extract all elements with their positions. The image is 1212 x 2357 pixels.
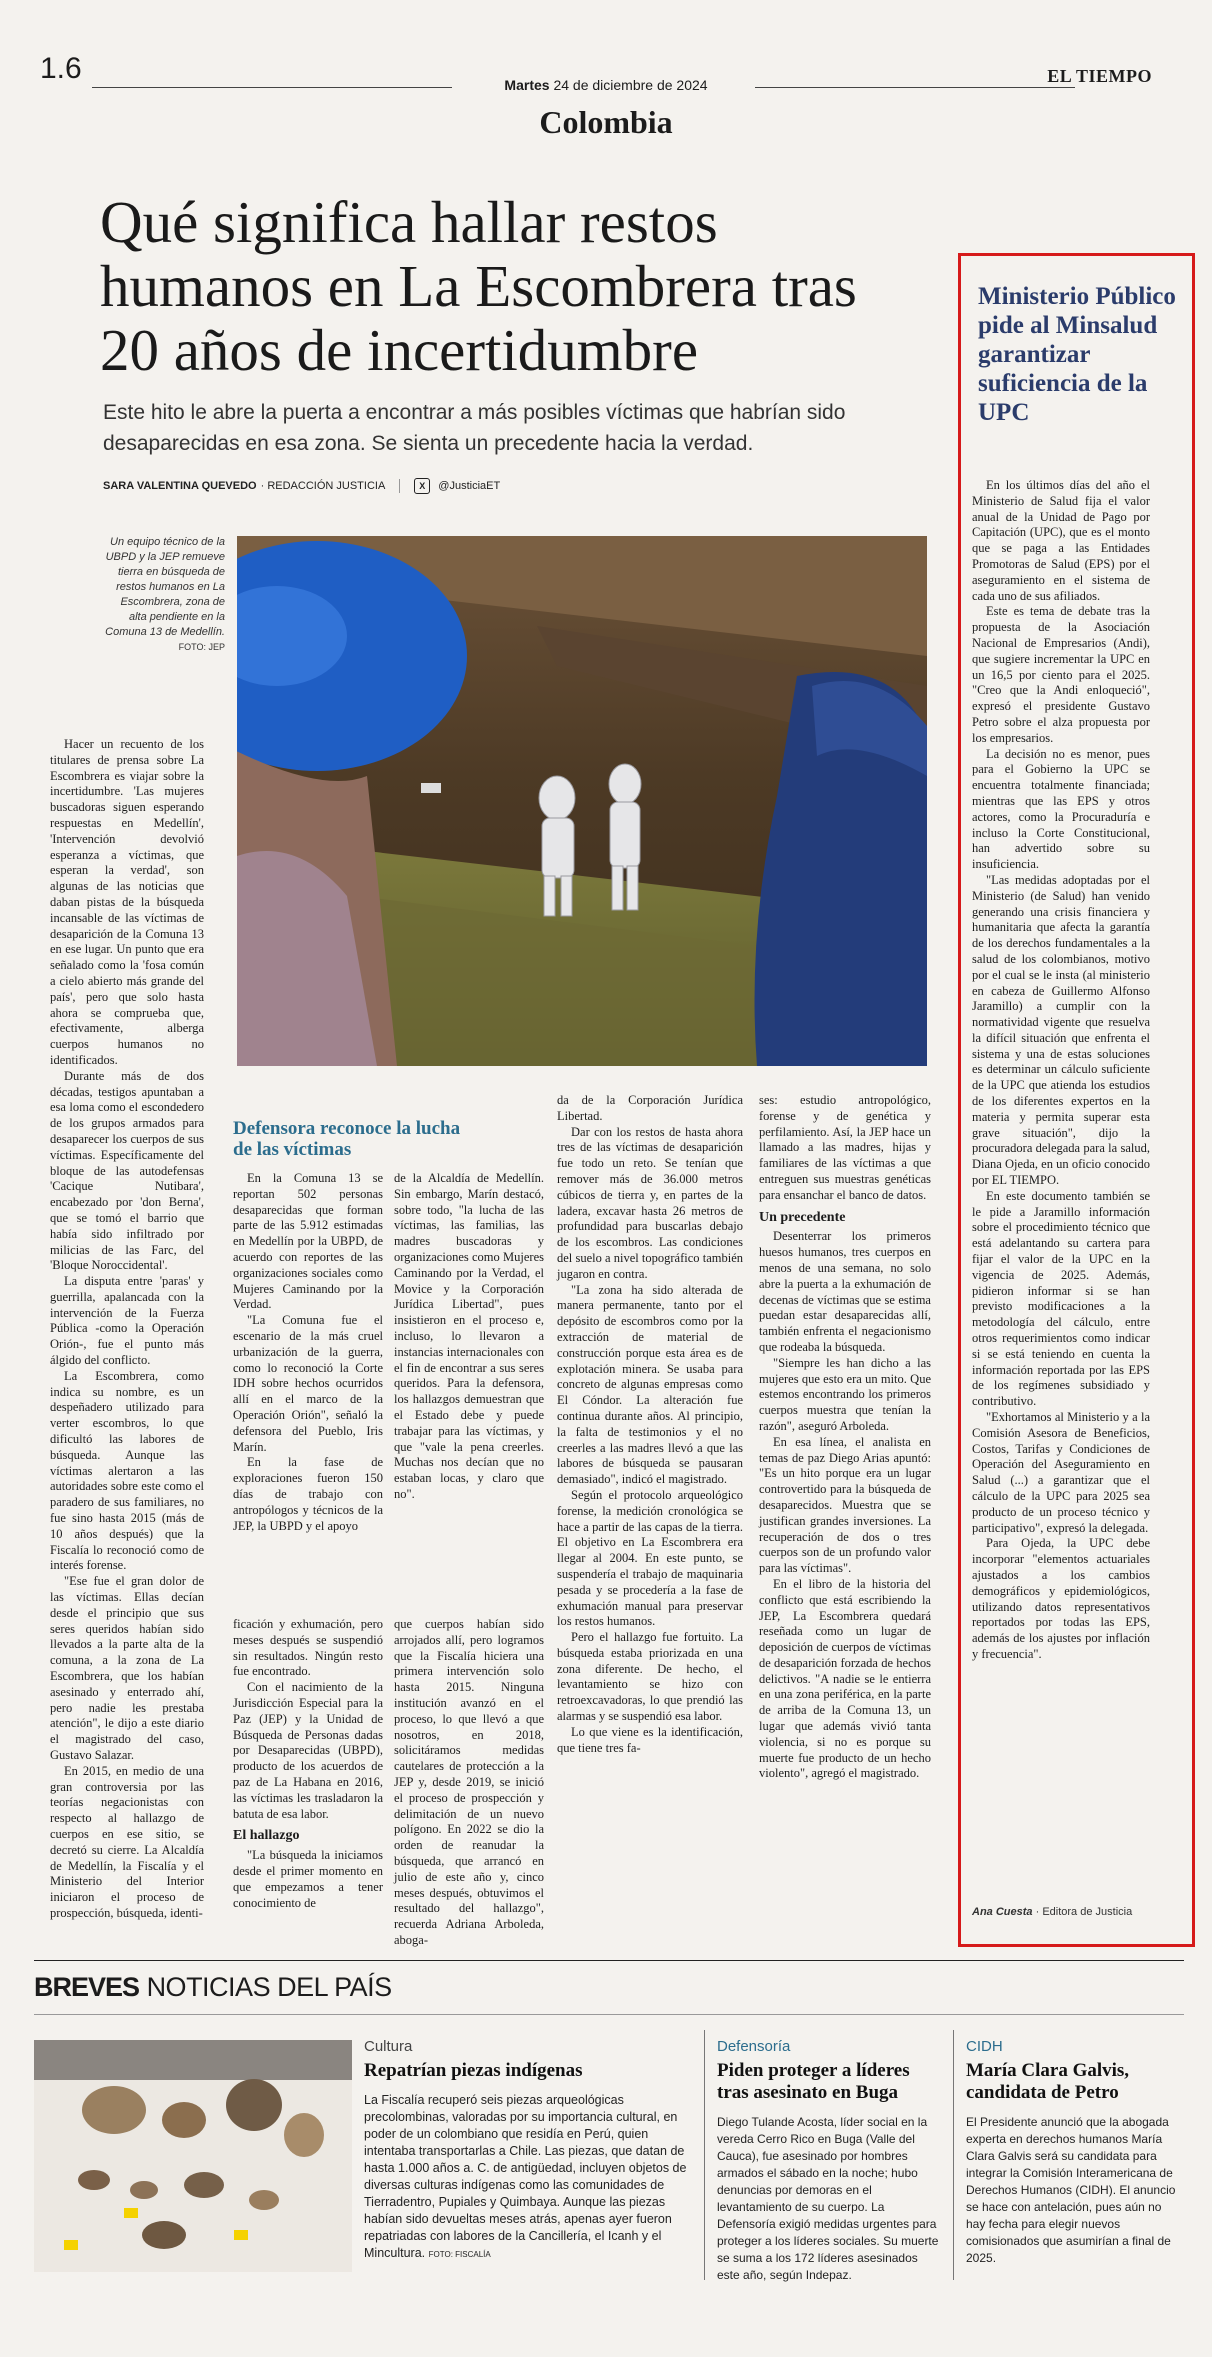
breves-top-rule bbox=[34, 1960, 1184, 1961]
breves-header bbox=[34, 1972, 392, 2003]
paragraph: Desenterrar los primeros huesos humanos, tres cuerpos en menos de una semana, no solo abre la puerta a la exhumación de decenas de víctimas que se estima puedan estar desaparecidas allí, también enfrenta el negacionismo que rodeaba la búsqueda. bbox=[759, 1229, 931, 1354]
photo-caption bbox=[100, 535, 225, 655]
paragraph: La Escombrera, como indica su nombre, es un despeñadero utilizado para verter escombros, lo que dificultó las labores de búsqueda. Aunque las víctimas alertaron a las autoridades sobre este como el paradero de sus familiares, no fue sino hasta 2015 (más de 10 años después) que la Fiscalía lo reconoció como de interés forense. bbox=[50, 1368, 204, 1573]
caption-credit: FOTO: JEP bbox=[178, 642, 225, 652]
breve-label-defensoria: Defensoría bbox=[717, 2038, 791, 2055]
breve-credit: FOTO: FISCALÍA bbox=[428, 2250, 491, 2259]
pottery-photo bbox=[34, 2040, 352, 2272]
breve-body-cidh: El Presidente anunció que la abogada experta en derechos humanos María Clara Galvis será su candidata para integrar la Comisión Interamericana de Derechos Humanos (CIDH). El anuncio se hace con antelación, pues aún no hay fecha para elegir nuevos comisionados que asumirían a final de 2025. bbox=[966, 2115, 1176, 2265]
breve-title-cidh: María Clara Galvis, candidata de Petro bbox=[966, 2060, 1130, 2103]
date-text: 24 de diciembre de 2024 bbox=[553, 77, 708, 93]
dek: Este hito le abre la puerta a encontrar a más posibles víctimas que habrían sido desaparecidas en esa zona. Se sienta un precedente hacia la verdad. bbox=[103, 401, 846, 455]
x-logo-icon: X bbox=[414, 478, 430, 494]
paragraph: Hacer un recuento de los titulares de prensa sobre La Escombrera es viajar sobre la incertidumbre. 'Las mujeres buscadoras siguen esperando respuestas en Medellín', 'Intervención devolvió esperanza a víctimas, que esperan la verdad', son algunas de las noticias que daban pistas de la búsqueda incansable de las víctimas de desaparición de la Comuna 13 en ese lugar. Un punto que era señalado como la 'fosa común a cielo abierto más grande del país', pero que solo hasta ahora se comprueba que, efectivamente, alberga cuerpos humanos no identificados. bbox=[50, 737, 204, 1067]
paragraph: En este documento también se le pide a Jaramillo información sobre el procedimiento técnico que está adelantando su cartera para fijar el valor de la UPC en la vigencia de 2025. Además, pidieron informar si se han previsto modificaciones a la metodología del cálculo, entre otros requerimientos como indicar si se está teniendo en cuenta la información reportada por las EPS de los regímenes subsidiado y contributivo. bbox=[972, 1188, 1150, 1409]
header-rule-left bbox=[92, 87, 452, 88]
paragraph: "Las medidas adoptadas por el Ministerio (de Salud) han venido generando una crisis financiera y humanitaria que afecta la garantía de los derechos fundamentales a la salud de los colombianos, motivo por el cual se le insta (al ministerio en cabeza de Guillermo Alfonso Jaramillo) a cumplir con la normatividad vigente que resuelva la difícil situación que enfrenta el sistema y una de estas soluciones es determinar un cálculo suficiente de la UPC que atienda los estudios de los diferentes expertos en la materia y permita superar esta grave situación", dijo la procuradora delegada para la salud, Diana Ojeda, en un oficio conocido por EL TIEMPO. bbox=[972, 872, 1150, 1188]
paragraph: Para Ojeda, la UPC debe incorporar "elementos actuariales ajustados a los cambios demográficos y epidemiológicos, utilizando datos representativos reportados por todas las EPS, además de los ajustes por inflación y frecuencia". bbox=[972, 1536, 1150, 1661]
paragraph: "La búsqueda la iniciamos desde el primer momento en que empezamos a tener conocimiento de bbox=[233, 1848, 383, 1910]
breve-body-defensoria: Diego Tulande Acosta, líder social en la vereda Cerro Rico en Buga (Valle del Cauca), fue asesinado por hombres armados el sábado en la noche; hubo denuncias por demoras en el levantamiento de su cuerpo. La Defensoría exigió medidas urgentes para proteger a los líderes sociales. Su muerte se suma a los 172 líderes asesinados este año, según Indepaz. bbox=[717, 2115, 939, 2282]
article-column-1 bbox=[50, 737, 204, 1922]
main-photo bbox=[237, 536, 927, 1066]
paragraph: "La Comuna fue el escenario de la más cruel urbanización de la guerra, como lo reconoció la Corte IDH sobre hechos ocurridos allí en el marco de la Operación Orión", señaló la defensora del Pueblo, Iris Marín. bbox=[233, 1313, 383, 1454]
breve-text: La Fiscalía recuperó seis piezas arqueológicas precolombinas, valoradas por su importancia cultural, en poder de un colombiano que residía en Perú, quien intentaba transportarlas a Chile. Las piezas, que datan de hasta 1.000 años a. C. de antigüedad, incluyen objetos de diversas culturas indígenas como las comunidades de Tierradentro, Pupiales y Quimbaya. Aunque las piezas habían sido devueltas meses atrás, apenas ayer fueron repatriadas con labores de la Cancillería, el Icanh y el Mincultura. bbox=[364, 2093, 687, 2260]
paragraph: "Exhortamos al Ministerio y a la Comisión Asesora de Beneficios, Costos, Tarifas y Condiciones de Operación del Aseguramiento en Salud (...) a garantizar que el cálculo de la UPC para 2025 sea producto de un proceso técnico y participativo", expresó la delegada. bbox=[972, 1410, 1150, 1535]
caption-text: Un equipo técnico de la UBPD y la JEP remueve tierra en búsqueda de restos humanos en La Escombrera, zona de alta pendiente en la Comuna 13 de Medellín. bbox=[105, 536, 225, 638]
author-handle: @JusticiaET bbox=[438, 480, 501, 492]
paragraph: En 2015, en medio de una gran controversia por las teorías negacionistas con respecto al hallazgo de cuerpos en ese sitio, se decretó su cierre. La Alcaldía de Medellín, la Fiscalía y el Ministerio del Interior iniciaron el proceso de prospección, búsqueda, identi- bbox=[50, 1763, 204, 1920]
paragraph: Con el nacimiento de la Jurisdicción Especial para la Paz (JEP) y la Unidad de Búsqueda de Personas dadas por Desaparecidas (UBPD), producto de los acuerdos de paz de La Habana en 2016, las víctimas les trasladaron la batuta de esa labor. bbox=[233, 1680, 383, 1821]
paragraph: Lo que viene es la identificación, que tiene tres fa- bbox=[557, 1724, 743, 1755]
sidebar-title: Ministerio Público pide al Minsalud garantizar suficiencia de la UPC bbox=[978, 283, 1176, 426]
byline-divider bbox=[399, 479, 400, 493]
paragraph: de la Alcaldía de Medellín. Sin embargo, Marín destacó, sobre todo, "la lucha de las víctimas, las familias, las madres buscadoras y organizaciones como Mujeres Caminando por la Verdad, el Movice y la Corporación Jurídica Libertad", pues insistieron en el proceso e, incluso, lo llevaron a instancias internacionales con el fin de encontrar a sus seres queridos. Para la defensora, los hallazgos demuestran que el Estado debe y puede trabajar para las víctimas, y que "vale la pena creerles. Muchas nos decían que no estaban locas, y claro que no". bbox=[394, 1171, 544, 1501]
author-name: SARA VALENTINA QUEVEDO bbox=[103, 480, 257, 492]
breves-label: BREVES bbox=[34, 1972, 140, 2002]
paragraph: En la fase de exploraciones fueron 150 días de trabajo con antropólogos y técnicos de la JEP, la UBPD y el apoyo bbox=[233, 1455, 383, 1533]
breves-sublabel: NOTICIAS DEL PAÍS bbox=[146, 1972, 392, 2002]
paragraph: En el libro de la historia del conflicto que está escribiendo la JEP, La Escombrera quedará reseñada como un lugar de deposición de cuerpos de víctimas de desaparición forzada de hechos delictivos. "A nadie se le entierra en una zona periférica, en la parte de arriba de la Comuna 13, un lugar que además vivió tanta violencia, si no es porque su muerte fue producto de un hecho violento", agregó el magistrado. bbox=[759, 1576, 931, 1781]
paragraph: que cuerpos habían sido arrojados allí, pero logramos que la Fiscalía hiciera una primera intervención solo hasta 2015. Ninguna institución avanzó en el proceso, lo que llevó a que nosotros, en 2018, solicitáramos medidas cautelares de protección a la JEP y, desde 2019, se inició el proceso de prospección y delimitación de un nuevo polígono. En 2022 se dio la orden de reanudar la búsqueda, que arrancó en julio de este año y, cinco meses después, obtuvimos el resultado del hallazgo", recuerda Adriana Arboleda, aboga- bbox=[394, 1617, 544, 1947]
breves-divider bbox=[953, 2030, 954, 2280]
paragraph: da de la Corporación Jurídica Libertad. bbox=[557, 1093, 743, 1123]
sidebar-signature bbox=[972, 1906, 1132, 1918]
paragraph: Pero el hallazgo fue fortuito. La búsqueda estaba priorizada en una zona diferente. De hecho, el levantamiento se hizo con retroexcavadoras, lo que prendió las alarmas y se suspendió esa labor. bbox=[557, 1630, 743, 1724]
breves-divider bbox=[704, 2030, 705, 2280]
headline: Qué significa hallar restos humanos en La Escombrera tras 20 años de incertidumbre bbox=[100, 189, 857, 383]
paragraph: Dar con los restos de hasta ahora tres de las víctimas de desaparición fue todo un reto. Se tenían que remover más de 36.000 metros cúbicos de tierra y, en partes de la ladera, excavar hasta 26 metros de profundidad para buscarlas debajo de los escombros. Las condiciones del suelo a nivel topográfico también jugaron en contra. bbox=[557, 1124, 743, 1281]
excavation-photo bbox=[237, 536, 927, 1066]
paragraph: Este es tema de debate tras la propuesta de la Asociación Nacional de Empresarios (Andi), que sugiere incrementar la UPC en un 16,5 por ciento para el 2025. "Creo que la Andi enloqueció", expresó el presidente Gustavo Petro sobre el alza propuesta por los empresarios. bbox=[972, 604, 1150, 745]
paragraph: "La zona ha sido alterada de manera permanente, tanto por el depósito de escombros como por la extracción de material de construcción porque esta área es de explotación minera. Se usaba para concreto de algunas empresas como El Cóndor. La alteración fue continua durante años. Al principio, la falta de testimonios y el no creerles a las madres llevó a que las labores de búsqueda se pausaran demasiado", indicó el magistrado. bbox=[557, 1282, 743, 1487]
paragraph: La decisión no es menor, pues para el Gobierno la UPC se encuentra totalmente financiada; mientras que las EPS y otros actores, como la Procuraduría e incluso la Corte Constitucional, han advertido sobre su insuficiencia. bbox=[972, 746, 1150, 872]
header-rule-right bbox=[755, 87, 1075, 88]
article-column-3 bbox=[394, 1171, 544, 1503]
dateline bbox=[0, 77, 1212, 93]
article-column-2 bbox=[233, 1171, 383, 1534]
subhead: Defensora reconoce la lucha de las víctimas bbox=[233, 1118, 461, 1160]
signature-role: · Editora de Justicia bbox=[1035, 1906, 1133, 1918]
paragraph: "Ese fue el gran dolor de las víctimas. Ellas decían desde el principio que sus seres queridos habían sido llevados a la parte alta de la comuna, a la zona de La Escombrera, que los habían asesinado y enterrado ahí, pero nadie les prestaba atención", le dijo a este diario el magistrado del caso, Gustavo Salazar. bbox=[50, 1574, 204, 1762]
author-role: · REDACCIÓN JUSTICIA bbox=[260, 480, 386, 492]
article-column-4 bbox=[557, 1093, 743, 1756]
paragraph: En los últimos días del año el Ministerio de Salud fija el valor anual de la Unidad de Pago por Capitación (UPC), que es el monto que se paga a las Entidades Promotoras de Salud (EPS) por el aseguramiento en el sistema de cada uno de sus afiliados. bbox=[972, 478, 1150, 603]
paragraph: En la Comuna 13 se reportan 502 personas desaparecidas que forman parte de las 5.912 estimadas en Medellín por la UBPD, de acuerdo con reportes de las organizaciones sociales como Mujeres Caminando por la Verdad. bbox=[233, 1171, 383, 1312]
page-number: 1.6 bbox=[40, 52, 82, 85]
masthead: EL TIEMPO bbox=[1047, 66, 1152, 86]
paragraph: Durante más de dos décadas, testigos apuntaban a esa loma como el escondedero de los grupos armados para desaparecer los cuerpos de sus víctimas. Específicamente del bloque de las autodefensas 'Cacique Nutibara', encabezado por 'don Berna', que se tomó el barrio que había sido infiltrado por milicias de las Farc, del 'Bloque Noroccidental'. bbox=[50, 1068, 204, 1273]
signature-name: Ana Cuesta bbox=[972, 1906, 1033, 1918]
breve-body-cultura bbox=[364, 2092, 694, 2263]
paragraph: En esa línea, el analista en temas de paz Diego Arias apuntó: "Es un hito porque era un lugar controvertido para la búsqueda de desaparecidos. Muestra que se justifican grandes inversiones. La recuperación de dos o tres cuerpos son de un profundo valor para las víctimas". bbox=[759, 1434, 931, 1576]
breve-label-cidh: CIDH bbox=[966, 2038, 1003, 2055]
paragraph: La disputa entre 'paras' y guerrilla, apalancada con la intervención de la Fuerza Pública -como la Operación Orión-, fue el punto más álgido del conflicto. bbox=[50, 1274, 204, 1368]
byline bbox=[103, 478, 500, 494]
breve-label-cultura: Cultura bbox=[364, 2038, 413, 2055]
section-subhead: El hallazgo bbox=[233, 1828, 300, 1844]
date-day: Martes bbox=[504, 77, 550, 93]
sidebar-body bbox=[972, 478, 1150, 1663]
breve-title-cultura: Repatrían piezas indígenas bbox=[364, 2060, 583, 2081]
paragraph: ficación y exhumación, pero meses después se suspendió sin resultados. Ningún resto fue encontrado. bbox=[233, 1617, 383, 1679]
breves-rule bbox=[34, 2014, 1184, 2015]
article-column-3-bottom bbox=[394, 1617, 544, 1949]
paragraph: "Siempre les han dicho a las mujeres que esto era un mito. Que estemos encontrando los primeros cuerpos muestra que tenían la razón", aseguró Arboleda. bbox=[759, 1355, 931, 1433]
breve-title-defensoria: Piden proteger a líderes tras asesinato en Buga bbox=[717, 2060, 910, 2103]
marker-sign bbox=[421, 783, 441, 793]
article-column-5 bbox=[759, 1093, 931, 1782]
article-column-2-bottom bbox=[233, 1617, 383, 1911]
section-subhead: Un precedente bbox=[759, 1209, 846, 1225]
artifacts-photo bbox=[34, 2040, 352, 2272]
section-title: Colombia bbox=[539, 104, 673, 140]
paragraph: Según el protocolo arqueológico forense, la medición cronológica se hace a partir de las capas de la tierra. El objetivo en La Escombrera era llegar al 2004. En este punto, se suspendería el trabajo de maquinaria pesada y se procedería a la fase de exhumación manual para preservar los restos humanos. bbox=[557, 1487, 743, 1629]
paragraph: ses: estudio antropológico, forense y de genética y perfilamiento. Así, la JEP hace un llamado a las madres, hijas y familiares de las víctimas a que entreguen sus muestras genéticas para ensanchar el banco de datos. bbox=[759, 1093, 931, 1202]
